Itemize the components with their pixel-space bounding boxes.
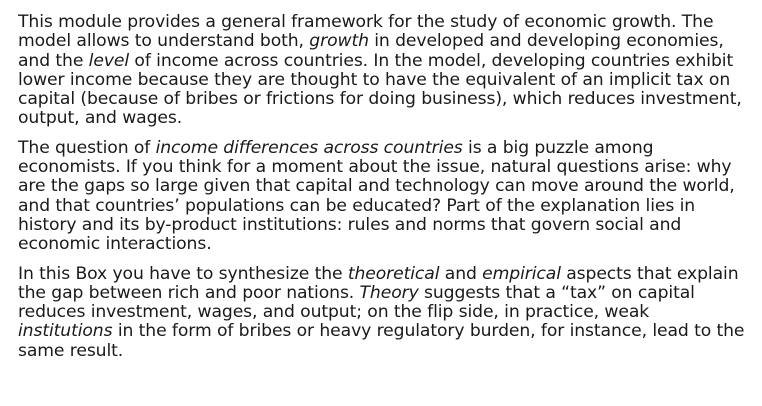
text-run: in the form of bribes or heavy regulatory burden, for instance, lead to the same result. <box>18 321 745 361</box>
text-run: is a big puzzle among economists. If you think for a moment about the issue, natural questions arise: why are the gaps so large given that capital and technology can move around the world, and that countries’ populations can be educated? Part of the explanation lies in history and its by-product institutions: rules and norms that govern social and economic interactions. <box>18 137 735 255</box>
paragraph-framework <box>18 13 748 129</box>
italic-theory: Theory <box>359 282 419 303</box>
text-run: suggests that a “tax” on capital reduces investment, wages, and output; on the flip side, in practice, weak <box>18 282 695 323</box>
italic-theoretical: theoretical <box>347 263 440 284</box>
italic-growth: growth <box>309 31 369 52</box>
text-run: and <box>439 263 483 284</box>
text-run: The question of <box>18 137 156 158</box>
paragraph-synthesis <box>18 265 748 361</box>
italic-level: level <box>88 50 130 71</box>
paragraph-income-differences <box>18 139 748 255</box>
text-run: of income across countries. In the model, developing countries exhibit lower income because they are thought to have the equivalent of an implicit tax on capital (because of bribes or frictions for doing business), which reduces investment, output, and wages. <box>18 50 742 129</box>
document-body <box>18 13 748 371</box>
italic-institutions: institutions <box>18 321 113 342</box>
text-run: This module provides a general framework for the study of economic growth. The model allows to understand both, <box>18 12 714 52</box>
italic-income-differences: income differences across countries <box>155 137 463 158</box>
text-run: in developed and developing economies, and the <box>18 31 724 71</box>
text-run: In this Box you have to synthesize the <box>18 263 348 284</box>
text-run: aspects that explain the gap between rich and poor nations. <box>18 263 739 303</box>
italic-empirical: empirical <box>482 263 561 284</box>
